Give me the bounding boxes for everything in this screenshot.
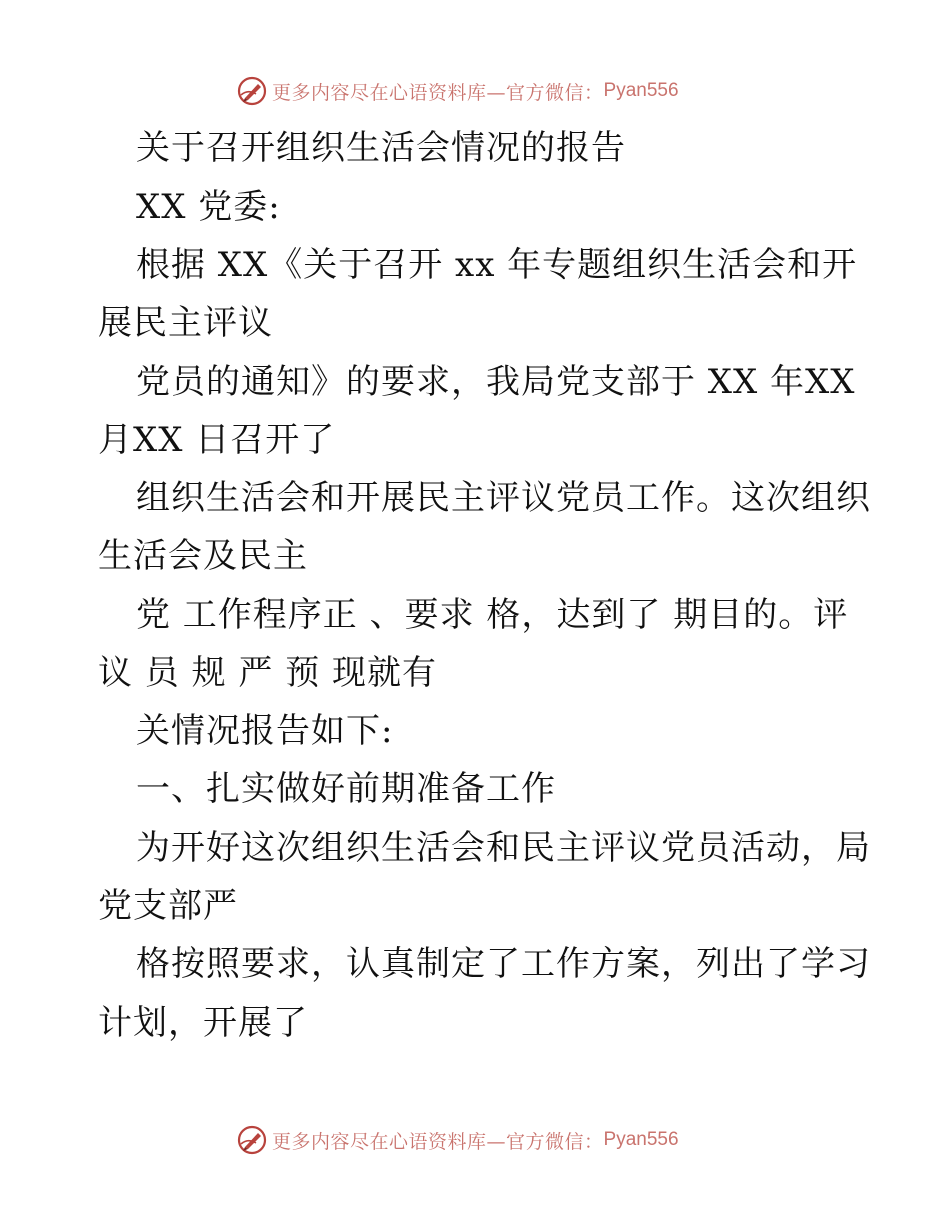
paragraph-line: 组织生活会和开展民主评议党员工作。这次组织	[136, 478, 871, 518]
paragraph-line: 根据 XX《关于召开 xx 年专题组织生活会和开	[136, 245, 858, 285]
pen-logo-icon	[236, 1124, 268, 1156]
footer-banner	[236, 1122, 679, 1158]
wechat-id: Pyan556	[603, 1129, 679, 1150]
paragraph-line: 展民主评议	[98, 303, 273, 343]
section-heading: 一、扎实做好前期准备工作	[136, 769, 556, 809]
paragraph-line: 计划，开展了	[98, 1003, 308, 1043]
paragraph-line: 议 员 规 严 预 现就有	[98, 653, 438, 693]
paragraph-line: 党员的通知》的要求，我局党支部于 XX 年XX	[136, 362, 856, 402]
wechat-id: Pyan556	[603, 80, 679, 101]
paragraph-line: 关情况报告如下:	[136, 711, 394, 751]
paragraph-line: 党支部严	[98, 886, 238, 926]
document-title: 关于召开组织生活会情况的报告	[136, 128, 626, 168]
banner-text: 更多内容尽在心语资料库—官方微信：	[272, 81, 604, 104]
paragraph-line: 月XX 日召开了	[98, 420, 336, 460]
paragraph-line: 格按照要求，认真制定了工作方案，列出了学习	[136, 944, 871, 984]
paragraph-line: 为开好这次组织生活会和民主评议党员活动，局	[136, 828, 871, 868]
addressee-line: XX 党委:	[136, 187, 281, 227]
banner-text: 更多内容尽在心语资料库—官方微信：	[272, 1130, 604, 1153]
paragraph-line: 生活会及民主	[98, 536, 308, 576]
paragraph-line: 党 工作程序正 、要求 格，达到了 期目的。评	[136, 595, 849, 635]
